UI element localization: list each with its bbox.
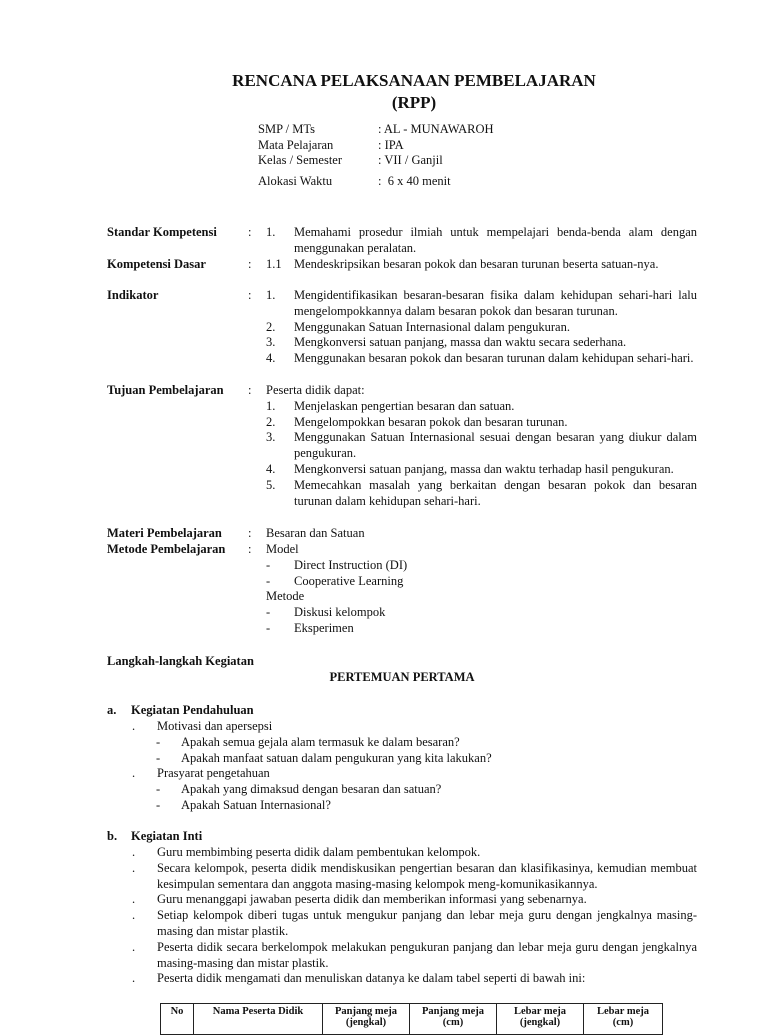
bullet: . bbox=[132, 939, 136, 954]
colon: : bbox=[248, 257, 252, 271]
list-item bbox=[266, 351, 697, 367]
item-number: 4. bbox=[266, 351, 276, 366]
item-text: Apakah yang dimaksud dengan besaran dan satuan? bbox=[181, 782, 442, 797]
item-text: Menggunakan besaran pokok dan besaran turunan dalam kehidupan sehari-hari. bbox=[294, 351, 694, 366]
header-cell: Nama Peserta Didik bbox=[194, 1004, 323, 1035]
info-key: SMP / MTs bbox=[258, 122, 316, 136]
bullet: . bbox=[132, 860, 136, 875]
item-text: Menjelaskan pengertian besaran dan satuan. bbox=[294, 398, 515, 413]
item-text: Mendeskripsikan besaran pokok dan besaran turunan beserta satuan-nya. bbox=[294, 257, 659, 271]
info-key: Alokasi Waktu bbox=[258, 173, 333, 188]
section-label: Kompetensi Dasar bbox=[107, 257, 206, 271]
info-key: Kelas / Semester bbox=[258, 153, 343, 167]
dash: - bbox=[156, 734, 161, 749]
materi-value: Besaran dan Satuan bbox=[266, 526, 365, 540]
list-item bbox=[266, 478, 697, 510]
item-text: Cooperative Learning bbox=[294, 573, 404, 588]
dash: - bbox=[156, 797, 161, 812]
section-label: Tujuan Pembelajaran bbox=[107, 383, 224, 397]
item-text: Setiap kelompok diberi tugas untuk mengukur panjang dan lebar meja guru dengan jengkalnya masing-masing dan mistar plastik. bbox=[157, 908, 697, 938]
header-cell: Lebar meja (cm) bbox=[584, 1004, 663, 1035]
item-text: Memecahkan masalah yang berkaitan dengan besaran pokok dan besaran turunan dalam kehidupan sehari-hari. bbox=[294, 477, 697, 508]
item-text: Eksperimen bbox=[294, 620, 354, 635]
info-value: : IPA bbox=[378, 137, 404, 152]
item-number: 3. bbox=[266, 335, 276, 350]
item-text: Mengidentifikasikan besaran-besaran fisika dalam kehidupan sehari-hari lalu mengelompokkannya dalam besaran pokok dan besaran turunan. bbox=[294, 288, 697, 318]
item-number: 5. bbox=[266, 477, 276, 492]
section-label: Standar Kompetensi bbox=[107, 225, 217, 239]
item-number: 4. bbox=[266, 461, 276, 476]
list-item bbox=[266, 462, 697, 478]
section-label: Indikator bbox=[107, 288, 159, 302]
list-item bbox=[131, 719, 697, 735]
bullet: . bbox=[132, 971, 136, 986]
list-item bbox=[131, 940, 697, 972]
item-text: Peserta didik mengamati dan menuliskan datanya ke dalam tabel seperti di bawah ini: bbox=[157, 971, 586, 986]
document-subtitle: (RPP) bbox=[391, 93, 437, 112]
header-cell: Panjang meja (cm) bbox=[410, 1004, 497, 1035]
item-text: Prasyarat pengetahuan bbox=[157, 766, 270, 781]
item-number: 2. bbox=[266, 319, 276, 334]
section-label: Materi Pembelajaran bbox=[107, 526, 222, 540]
table-header-row bbox=[161, 1004, 663, 1035]
info-key: Mata Pelajaran bbox=[258, 137, 334, 152]
item-text: Secara kelompok, peserta didik mendiskusikan pengertian besaran dan klasifikasinya, kemudian membuat kesimpulan sementara dan anggota masing-masing kelompok meng-komunikasikannya. bbox=[157, 860, 697, 891]
info-value: : VII / Ganjil bbox=[378, 153, 443, 167]
item-text: Mengkonversi satuan panjang, massa dan waktu secara sederhana. bbox=[294, 335, 627, 350]
item-text: Motivasi dan apersepsi bbox=[157, 719, 273, 733]
measurement-table bbox=[160, 1003, 663, 1035]
heading-letter: b. bbox=[107, 829, 118, 843]
list-item bbox=[266, 257, 697, 273]
item-number: 1.1 bbox=[266, 257, 282, 271]
header-cell: Lebar meja (jengkal) bbox=[497, 1004, 584, 1035]
item-text: Apakah Satuan Internasional? bbox=[181, 797, 331, 812]
dash: - bbox=[266, 620, 271, 635]
item-number: 1. bbox=[266, 288, 276, 302]
item-text: Mengelompokkan besaran pokok dan besaran turunan. bbox=[294, 414, 568, 429]
list-item bbox=[266, 574, 697, 590]
pendahuluan-heading bbox=[107, 703, 254, 718]
item-text: Guru menanggapi jawaban peserta didik dan memberikan informasi yang sebenarnya. bbox=[157, 892, 587, 907]
list-item bbox=[131, 861, 697, 893]
item-text: Menggunakan Satuan Internasional dalam pengukuran. bbox=[294, 319, 570, 334]
list-item bbox=[266, 225, 697, 257]
dash: - bbox=[156, 750, 161, 765]
colon: : bbox=[248, 542, 252, 556]
item-text: Direct Instruction (DI) bbox=[294, 557, 408, 572]
item-text: Peserta didik secara berkelompok melakukan pengukuran panjang dan lebar meja guru dengan jengkalnya masing-masing dan mistar plastik. bbox=[157, 939, 697, 970]
model-label: Model bbox=[266, 542, 299, 556]
item-number: 1. bbox=[266, 398, 276, 413]
info-row bbox=[258, 138, 494, 154]
dash: - bbox=[156, 782, 161, 797]
item-text: Memahami prosedur ilmiah untuk mempelajari benda-benda alam dengan menggunakan peralatan. bbox=[294, 225, 697, 255]
metode-label: Metode bbox=[266, 589, 305, 604]
item-number: 2. bbox=[266, 414, 276, 429]
list-item bbox=[131, 892, 697, 908]
colon: : bbox=[248, 383, 252, 397]
sub-item bbox=[131, 782, 697, 798]
header-cell: Panjang meja (jengkal) bbox=[323, 1004, 410, 1035]
item-text: Mengkonversi satuan panjang, massa dan waktu terhadap hasil pengukuran. bbox=[294, 461, 674, 476]
dash: - bbox=[266, 605, 271, 620]
list-item bbox=[131, 845, 697, 861]
school-info bbox=[258, 122, 494, 189]
item-text: Diskusi kelompok bbox=[294, 605, 386, 620]
colon: : bbox=[248, 288, 252, 302]
heading-title: Kegiatan Pendahuluan bbox=[131, 703, 254, 717]
colon: : bbox=[248, 225, 252, 239]
item-text: Apakah manfaat satuan dalam pengukuran yang kita lakukan? bbox=[181, 750, 492, 765]
bullet: . bbox=[132, 719, 136, 733]
list-item bbox=[131, 766, 697, 782]
item-text: Guru membimbing peserta didik dalam pembentukan kelompok. bbox=[157, 845, 481, 859]
item-number: 1. bbox=[266, 225, 276, 239]
item-text: Apakah semua gejala alam termasuk ke dalam besaran? bbox=[181, 734, 460, 749]
info-row bbox=[258, 174, 494, 190]
list-item bbox=[266, 415, 697, 431]
list-item bbox=[266, 335, 697, 351]
bullet: . bbox=[132, 845, 136, 859]
item-number: 3. bbox=[266, 430, 276, 445]
list-item bbox=[266, 288, 697, 320]
pertemuan-heading: PERTEMUAN PERTAMA bbox=[329, 670, 475, 684]
bullet: . bbox=[132, 908, 136, 923]
list-item bbox=[266, 605, 697, 621]
list-item bbox=[266, 320, 697, 336]
info-value: : 6 x 40 menit bbox=[378, 173, 451, 188]
inti-heading bbox=[107, 829, 202, 844]
langkah-heading: Langkah-langkah Kegiatan bbox=[107, 654, 254, 668]
heading-title: Kegiatan Inti bbox=[131, 829, 203, 843]
document-title: RENCANA PELAKSANAAN PEMBELAJARAN bbox=[232, 71, 596, 90]
sub-item bbox=[131, 735, 697, 751]
list-item bbox=[266, 430, 697, 462]
list-item bbox=[266, 558, 697, 574]
info-value: : AL - MUNAWAROH bbox=[378, 122, 494, 136]
dash: - bbox=[266, 573, 271, 588]
sub-item bbox=[131, 798, 697, 814]
bullet: . bbox=[132, 766, 136, 781]
section-intro: Peserta didik dapat: bbox=[266, 383, 365, 397]
dash: - bbox=[266, 557, 271, 572]
list-item bbox=[266, 399, 697, 415]
colon: : bbox=[248, 526, 252, 540]
header-cell: No bbox=[161, 1004, 194, 1035]
list-item bbox=[131, 971, 697, 987]
section-label: Metode Pembelajaran bbox=[107, 542, 226, 556]
heading-letter: a. bbox=[107, 703, 117, 717]
info-row bbox=[258, 153, 494, 169]
bullet: . bbox=[132, 892, 136, 907]
pendahuluan-list bbox=[131, 719, 697, 814]
list-item bbox=[266, 621, 697, 637]
item-text: Menggunakan Satuan Internasional sesuai dengan besaran yang diukur dalam pengukuran. bbox=[294, 430, 697, 461]
info-row bbox=[258, 122, 494, 138]
inti-list bbox=[131, 845, 697, 987]
sub-item bbox=[131, 751, 697, 767]
list-item bbox=[131, 908, 697, 940]
